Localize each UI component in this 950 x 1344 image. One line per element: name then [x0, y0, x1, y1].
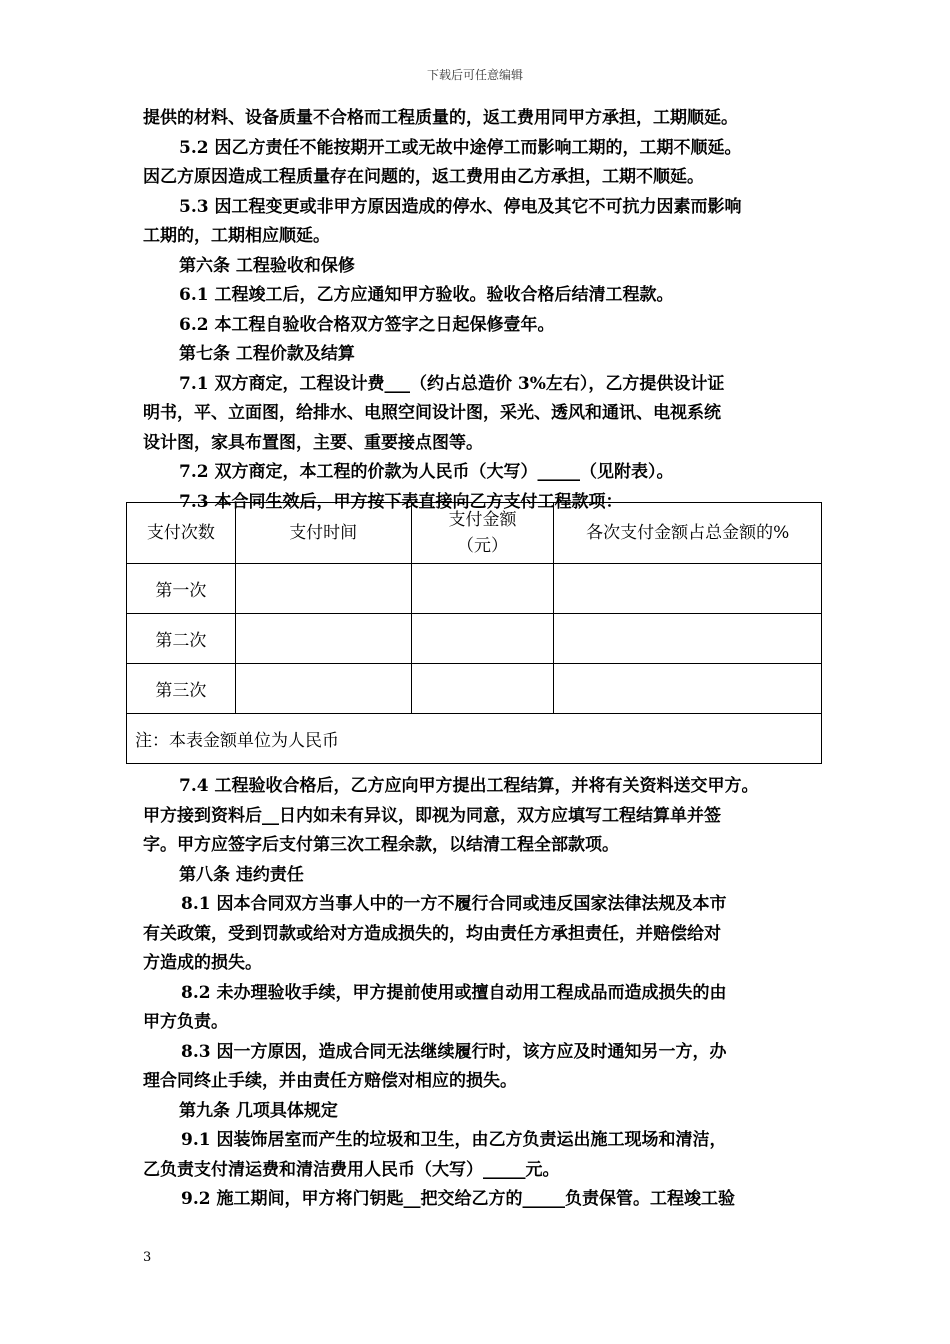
- header-amount-label: 支付金额: [448, 510, 517, 530]
- clause-9-2: 9.2 施工期间，甲方将门钥匙__把交给乙方的_____负责保管。工程竣工验: [181, 1189, 735, 1209]
- clause-7-3: 7.3 本合同生效后，甲方按下表直接向乙方支付工程款项：: [179, 491, 623, 512]
- paragraph-line: 字。甲方应签字后支付第三次工程余款，以结清工程全部款项。: [143, 835, 619, 855]
- table-note-row: [127, 714, 822, 764]
- paragraph-line: 有关政策，受到罚款或给对方造成损失的，均由责任方承担责任，并赔偿给对: [143, 923, 721, 944]
- paragraph-line: 甲方接到资料后__日内如未有异议，即视为同意，双方应填写工程结算单并签: [143, 805, 721, 826]
- clause-5-3: 5.3 因工程变更或非甲方原因造成的停水、停电及其它不可抗力因素而影响: [179, 196, 742, 217]
- clause-5-2: 5.2 因乙方责任不能按期开工或无故中途停工而影响工期的，工期不顺延。: [179, 137, 742, 158]
- table-row: [127, 664, 822, 714]
- paragraph-line: 方造成的损失。: [143, 953, 262, 973]
- paragraph-line: 明书，平、立面图，给排水、电照空间设计图，采光、透风和通讯、电视系统: [143, 403, 721, 423]
- paragraph-line: 提供的材料、设备质量不合格而工程质量的，返工费用同甲方承担，工期顺延。: [143, 108, 738, 128]
- header-amount-unit: （元）: [456, 536, 508, 556]
- row-label: 第三次: [127, 664, 236, 714]
- header-payment-time: 支付时间: [235, 503, 411, 564]
- paragraph-line: 工期的，工期相应顺延。: [143, 226, 330, 246]
- header-payment-percent: 各次支付金额占总金额的%: [554, 503, 822, 564]
- paragraph-line: 设计图，家具布置图，主要、重要接点图等。: [143, 432, 483, 453]
- row-label: 第二次: [127, 614, 236, 664]
- clause-9-1: 9.1 因装饰居室而产生的垃圾和卫生，由乙方负责运出施工现场和清洁，: [181, 1130, 727, 1150]
- clause-8-3: 8.3 因一方原因，造成合同无法继续履行时，该方应及时通知另一方，办: [181, 1041, 727, 1062]
- document-body-bottom: [143, 772, 813, 1215]
- paragraph-line: 因乙方原因造成工程质量存在问题的，返工费用由乙方承担，工期不顺延。: [143, 167, 704, 187]
- document-body-top: [143, 104, 813, 517]
- paragraph-line: 甲方负责。: [143, 1012, 228, 1032]
- table-row: [127, 564, 822, 614]
- cell-amount: [411, 614, 554, 664]
- paragraph-line: 乙负责支付清运费和清洁费用人民币（大写）_____元。: [143, 1159, 560, 1180]
- clause-6-1: 6.1 工程竣工后，乙方应通知甲方验收。验收合格后结清工程款。: [179, 285, 674, 305]
- cell-time: [235, 564, 411, 614]
- section-heading-8: 第八条 违约责任: [179, 864, 304, 885]
- table-note: 注：本表金额单位为人民币: [127, 714, 822, 764]
- cell-time: [235, 664, 411, 714]
- payment-table: [126, 502, 822, 764]
- paragraph-line: 理合同终止手续，并由责任方赔偿对相应的损失。: [143, 1071, 517, 1091]
- page-number: 3: [143, 1250, 152, 1265]
- table-header-row: [127, 503, 822, 564]
- section-heading-7: 第七条 工程价款及结算: [179, 344, 355, 364]
- cell-percent: [554, 564, 822, 614]
- clause-7-2: 7.2 双方商定，本工程的价款为人民币（大写）_____（见附表）。: [179, 462, 674, 482]
- section-heading-6: 第六条 工程验收和保修: [179, 255, 355, 276]
- cell-amount: [411, 664, 554, 714]
- clause-7-4: 7.4 工程验收合格后，乙方应向甲方提出工程结算，并将有关资料送交甲方。: [179, 776, 759, 796]
- clause-6-2: 6.2 本工程自验收合格双方签字之日起保修壹年。: [179, 314, 555, 335]
- cell-percent: [554, 664, 822, 714]
- clause-8-2: 8.2 未办理验收手续，甲方提前使用或擅自动用工程成品而造成损失的由: [181, 982, 727, 1003]
- cell-time: [235, 614, 411, 664]
- header-payment-amount: [411, 503, 554, 564]
- row-label: 第一次: [127, 564, 236, 614]
- cell-amount: [411, 564, 554, 614]
- clause-8-1: 8.1 因本合同双方当事人中的一方不履行合同或违反国家法律法规及本市: [181, 894, 727, 914]
- table-row: [127, 614, 822, 664]
- clause-7-1: 7.1 双方商定，工程设计费___（约占总造价 3%左右），乙方提供设计证: [179, 373, 725, 394]
- header-payment-count: 支付次数: [127, 503, 236, 564]
- cell-percent: [554, 614, 822, 664]
- page-header: 下载后可任意编辑: [426, 68, 523, 82]
- section-heading-9: 第九条 几项具体规定: [179, 1100, 338, 1121]
